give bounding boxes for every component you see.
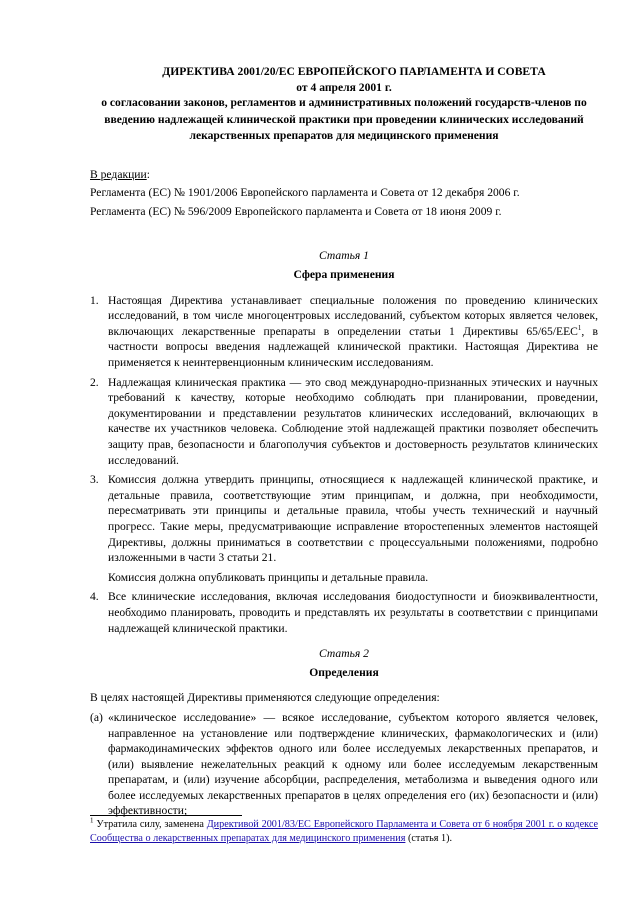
editions-heading: В редакции: (90, 167, 150, 181)
item-number: 2. (90, 375, 99, 389)
item-number: 3. (90, 473, 99, 487)
document-date: от 4 апреля 2001 г. (296, 80, 392, 94)
document-subject: о согласовании законов, регламентов и административных положений государств-членов по введению надлежащей клинической практики при проведении клинических исследований лекарственных препаратов для медицинского применения (101, 96, 587, 143)
list-item: 3. Комиссия должна утвердить принципы, относящиеся к надлежащей клинической практике, и детальные правила, соответствующие этим принципам, и должна, при необходимости, пересматривать эти принципы и детальные правила, чтобы учесть технический и научный прогресс. Такие меры, предусматривающие исправление второстепенных элементов настоящей Директивы, должны приниматься в соответствии с процессуальными положениями, подробно изложенными в части 3 статьи 21. (90, 473, 598, 565)
article-1-items (90, 293, 598, 636)
article-intro: В целях настоящей Директивы применяются следующие определения: (90, 691, 440, 705)
list-item: 4. Все клинические исследования, включая исследования биодоступности и биоэквивалентности, необходимо планировать, проводить и представлять их результаты в соответствии с принципами надлежащей клинической практики. (90, 590, 598, 635)
document-page (90, 64, 598, 819)
document-title: ДИРЕКТИВА 2001/20/ЕС ЕВРОПЕЙСКОГО ПАРЛАМЕНТА И СОВЕТА (162, 65, 546, 78)
item-number: 4. (90, 590, 99, 604)
item-continuation: Комиссия должна опубликовать принципы и детальные правила. (108, 570, 429, 584)
article-title: Сфера применения (293, 268, 395, 282)
edition-line: Регламента (ЕС) № 1901/2006 Европейского парламента и Совета от 12 декабря 2006 г. (90, 186, 520, 200)
definition-label: (а) (90, 710, 103, 724)
article-number: Статья 1 (319, 249, 369, 263)
footnote-link[interactable]: Директивой 2001/83/ЕС Европейского Парламента и Совета от 6 ноября 2001 г. о кодексе Сообщества о лекарственных препаратах для медицинского применения (90, 819, 598, 844)
list-item: 1. Настоящая Директива устанавливает специальные положения по проведению клинических исследований, в том числе многоцентровых исследований, субъектом которых является человек, включающих лекарственные препараты в определении статьи 1 Директивы 65/65/EEC$^1$, в частности вопросы введения надлежащей клинической практики. Настоящая Директива не применяется к неинтервенционным клиническим исследованиям. (90, 293, 599, 370)
article-title: Определения (309, 665, 379, 679)
edition-line: Регламента (ЕС) № 596/2009 Европейского парламента и Совета от 18 июня 2009 г. (90, 204, 502, 218)
footnote-marker: 1 (90, 816, 94, 825)
definition-item: (а) «клиническое исследование» — всякое исследование, субъектом которого является человек, направленное на установление или подтверждение клинических, фармакологических и (или) фармакодинамических эффектов одного или более исследуемых лекарственных препаратов, и (или) выявление нежелательных реакций к одному или более исследуемым лекарственным препаратам, и (или) изучение абсорбции, распределения, метаболизма и выведения одного или более исследуемых лекарственных препаратов в целях определения его (их) безопасности и (или) эффективности; (90, 710, 598, 818)
list-item: 2. Надлежащая клиническая практика — это свод международно-признанных этических и научных требований к качеству, которые необходимо соблюдать при планировании, проведении, документировании и представлении результатов клинических исследований, включающих в качестве их участников человека. Соблюдение этой надлежащей практики позволяет обеспечить защиту прав, безопасности и благополучия субъектов и достоверность результатов клинических исследований. (90, 375, 598, 467)
item-number: 1. (90, 293, 99, 307)
footnote-ref[interactable]: 1 (577, 323, 582, 332)
footnote-divider (90, 815, 242, 816)
article-2 (90, 646, 598, 819)
article-number: Статья 2 (319, 647, 369, 661)
editions-heading-label: В редакции (90, 167, 147, 181)
footnote: $^1$ Утратила силу, заменена Директивой 2001/83/ЕС Европейского Парламента и Совета от 6 ноября 2001 г. о кодексе Сообщества о лекарственных препаратах для медицинского применения (статья 1). (90, 816, 598, 844)
